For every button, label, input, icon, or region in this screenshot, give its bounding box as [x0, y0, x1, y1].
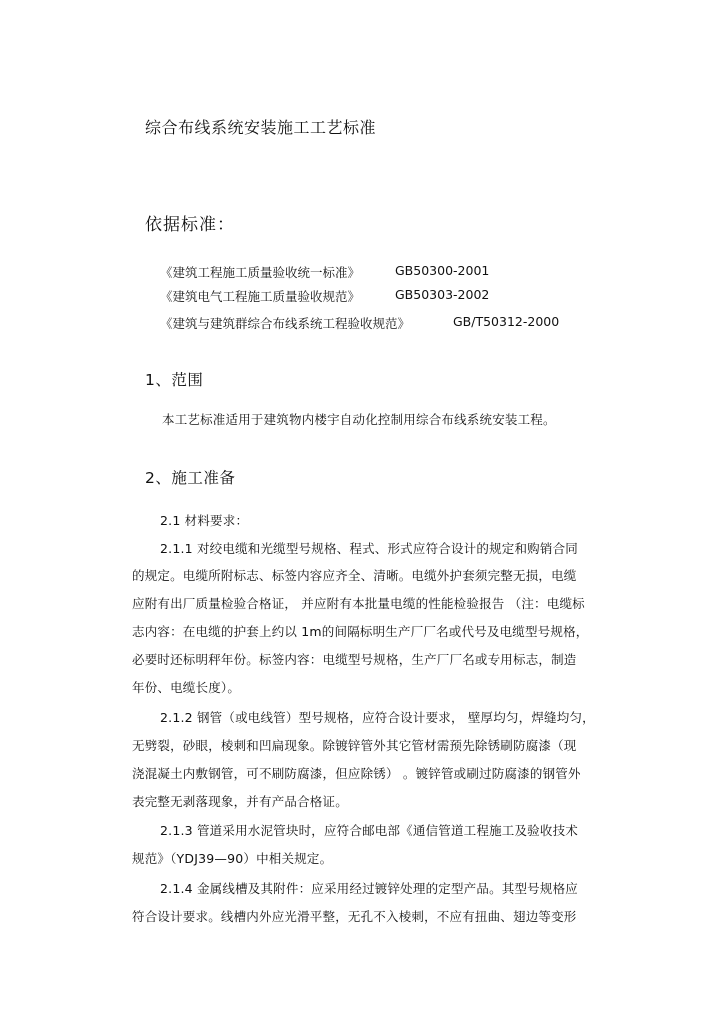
section-heading-scope: 1、范围 [145, 371, 204, 389]
standard-code: GB50303-2002 [395, 287, 490, 302]
paragraph-line: 志内容：在电缆的护套上约以 1m的间隔标明生产厂厂名或代号及电缆型号规格， [132, 624, 589, 639]
paragraph-line: 浇混凝土内敷钢管，可不刷防腐漆，但应除锈） 。镀锌管或刷过防腐漆的钢管外 [132, 766, 581, 781]
standard-name: 《建筑电气工程施工质量验收规范》 [160, 289, 361, 304]
section-heading-preparation: 2、施工准备 [145, 469, 236, 487]
paragraph-line: 无劈裂，砂眼，棱刺和凹扁现象。除镀锌管外其它管材需预先除锈刷防腐漆（现 [132, 738, 577, 753]
standard-name: 《建筑与建筑群综合布线系统工程验收规范》 [160, 316, 411, 331]
paragraph-line: 表完整无剥落现象，并有产品合格证。 [132, 794, 348, 809]
paragraph-line: 应附有出厂质量检验合格证， 并应附有本批量电缆的性能检验报告 （注：电缆标 [132, 596, 585, 611]
paragraph-line: 规范》（YDJ39—90）中相关规定。 [132, 851, 333, 866]
standard-item [160, 287, 580, 305]
paragraph-line: 必要时还标明秤年份。标签内容：电缆型号规格，生产厂厂名或专用标志，制造 [132, 652, 577, 667]
paragraph-line: 的规定。电缆所附标志、标签内容应齐全、清晰。电缆外护套须完整无损，电缆 [132, 568, 577, 583]
paragraph-line: 年份、电缆长度）。 [132, 680, 241, 695]
standard-code: GB50300-2001 [395, 263, 490, 278]
scope-text: 本工艺标准适用于建筑物内楼宇自动化控制用综合布线系统安装工程。 [162, 412, 556, 427]
paragraph-line: 2.1.3 管道采用水泥管块时，应符合邮电部《通信管道工程施工及验收技术 [160, 823, 578, 838]
standard-name: 《建筑工程施工质量验收统一标准》 [160, 265, 361, 280]
standard-item [160, 263, 580, 281]
paragraph-line: 2.1.4 金属线槽及其附件：应采用经过镀锌处理的定型产品。其型号规格应 [160, 881, 578, 896]
basis-heading: 依据标准： [145, 215, 235, 235]
paragraph-line: 2.1.1 对绞电缆和光缆型号规格、程式、形式应符合设计的规定和购销合同 [160, 541, 578, 556]
standard-code: GB/T50312-2000 [453, 314, 560, 329]
paragraph-line: 2.1.2 钢管（或电线管）型号规格，应符合设计要求， 壁厚均匀，焊缝均匀， [160, 710, 595, 725]
subsection-heading-materials: 2.1 材料要求： [160, 513, 249, 528]
paragraph-line: 符合设计要求。线槽内外应光滑平整，无孔不入棱刺，不应有扭曲、翅边等变形 [132, 909, 577, 924]
standard-item [160, 314, 580, 332]
document-title: 综合布线系统安装施工工艺标准 [145, 118, 377, 137]
